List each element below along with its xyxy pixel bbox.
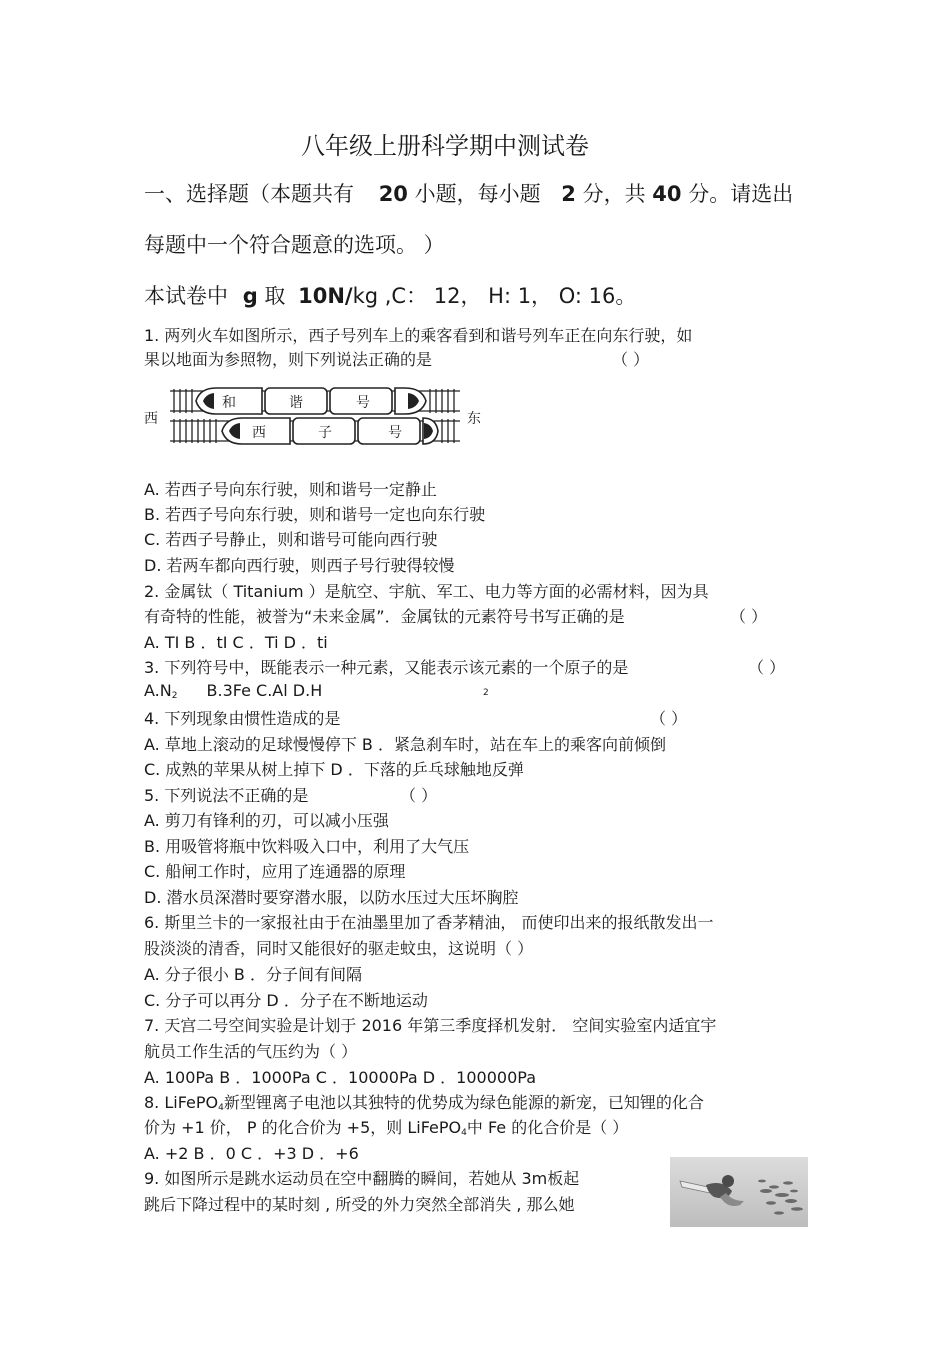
section-text: 一、选择题（本题共有 <box>144 182 354 206</box>
q1-option-b: B. 若西子号向东行驶，则和谐号一定也向东行驶 <box>144 505 486 524</box>
q8-text: 新型锂离子电池以其独特的优势成为绿色能源的新宠，已知锂的化合 <box>223 1093 704 1112</box>
page-title: 八年级上册科学期中测试卷 <box>301 132 589 160</box>
car-label: 谐 <box>289 395 303 411</box>
q5-option-a: A. 剪刀有锋利的刃，可以减小压强 <box>144 811 389 830</box>
constants-text: kg ,C： 12， H: 1， O: 16。 <box>352 284 637 308</box>
q2-line2: 有奇特的性能，被誉为“未来金属”．金属钛的元素符号书写正确的是 <box>144 607 625 626</box>
constants-text: 取 <box>264 284 286 308</box>
q8-line1 <box>144 1090 704 1113</box>
constants-line <box>144 280 636 310</box>
section-text: 小题，每小题 <box>414 182 541 206</box>
section-text: 分。请选出 <box>688 182 794 206</box>
q3-options-rest: B.3Fe C.Al D.H <box>206 681 323 700</box>
q5-option-b: B. 用吸管将瓶中饮料吸入口中，利用了大气压 <box>144 837 470 856</box>
q7-options: A. 100Pa B ．1000Pa C ．10000Pa D ．100000Pa <box>144 1068 536 1087</box>
car-label: 西 <box>252 425 266 441</box>
q3-line1: 3. 下列符号中，既能表示一种元素，又能表示该元素的一个原子的是 <box>144 658 629 677</box>
q5-option-d: D. 潜水员深潜时要穿潜水服，以防水压过大压坏胸腔 <box>144 888 519 907</box>
diver-photo <box>670 1157 808 1227</box>
q4-options-row2: C. 成熟的苹果从树上掉下 D ．下落的乒乓球触地反弹 <box>144 760 524 779</box>
subscript: 4 <box>461 1128 467 1138</box>
formula: 8. LiFePO <box>144 1093 219 1112</box>
section-heading-line2: 每题中一个符合题意的选项。 ） <box>144 233 445 257</box>
q8-text: 中 Fe 的化合价是（ ） <box>466 1118 629 1137</box>
points-per-question: 2 <box>561 182 576 206</box>
q4-answer-paren: （ ） <box>650 709 688 728</box>
q2-line1: 2. 金属钛（ Titanium ）是航空、宇航、军工、电力等方面的必需材料，因为具 <box>144 582 709 601</box>
q1-line2: 果以地面为参照物，则下列说法正确的是 <box>144 350 433 369</box>
constant-g: g <box>242 284 258 308</box>
q5-answer-paren: （ ） <box>400 786 438 805</box>
car-label: 号 <box>356 395 370 411</box>
q6-line2: 股淡淡的清香，同时又能很好的驱走蚊虫，这说明（ ） <box>144 939 534 958</box>
q4-options-row1: A. 草地上滚动的足球慢慢停下 B ．紧急刹车时，站在车上的乘客向前倾倒 <box>144 735 666 754</box>
q8-text: 价为 +1 价， P 的化合价为 +5，则 LiFePO <box>144 1118 462 1137</box>
section-heading-line1 <box>144 178 793 208</box>
car-label: 子 <box>318 425 332 441</box>
subscript: 2 <box>483 688 489 698</box>
subscript: 2 <box>171 691 178 701</box>
q1-option-d: D. 若两车都向西行驶，则西子号行驶得较慢 <box>144 556 455 575</box>
q6-line1: 6. 斯里兰卡的一家报社由于在油墨里加了香茅精油， 而使印出来的报纸散发出一 <box>144 913 714 932</box>
q5-line1: 5. 下列说法不正确的是 <box>144 786 309 805</box>
q2-options: A. TI B ．tI C ．Ti D ．ti <box>144 633 328 652</box>
car-label: 号 <box>388 425 402 441</box>
label-east: 东 <box>467 411 481 427</box>
subscript: 4 <box>218 1103 224 1113</box>
q3-option-a: A.N <box>144 681 172 700</box>
q6-options-row2: C. 分子可以再分 D ．分子在不断地运动 <box>144 991 428 1010</box>
constants-label: 本试卷中 <box>144 284 228 308</box>
train-figure <box>140 382 490 454</box>
q9-line2: 跳后下降过程中的某时刻 , 所受的外力突然全部消失 , 那么她 <box>144 1195 575 1214</box>
q4-line1: 4. 下列现象由惯性造成的是 <box>144 709 341 728</box>
constant-value: 10N/ <box>298 284 353 308</box>
q1-answer-paren: （ ） <box>612 350 650 369</box>
q1-option-a: A. 若西子号向东行驶，则和谐号一定静止 <box>144 480 437 499</box>
q1-option-c: C. 若西子号静止，则和谐号可能向西行驶 <box>144 530 438 549</box>
q2-answer-paren: （ ） <box>730 607 768 626</box>
q7-line1: 7. 天宫二号空间实验是计划于 2016 年第三季度择机发射． 空间实验室内适宜宇 <box>144 1016 717 1035</box>
q9-line1: 9. 如图所示是跳水运动员在空中翻腾的瞬间，若她从 3m板起 <box>144 1169 580 1188</box>
q8-line2 <box>144 1115 628 1138</box>
section-text: 分，共 <box>582 182 646 206</box>
q5-option-c: C. 船闸工作时，应用了连通器的原理 <box>144 862 406 881</box>
q7-line2: 航员工作生活的气压约为（ ） <box>144 1042 358 1061</box>
q1-line1: 1. 两列火车如图所示，西子号列车上的乘客看到和谐号列车正在向东行驶，如 <box>144 326 693 345</box>
car-label: 和 <box>222 395 236 411</box>
label-west: 西 <box>144 411 158 427</box>
q3-options <box>144 681 322 701</box>
total-points: 40 <box>652 182 682 206</box>
question-count: 20 <box>378 182 408 206</box>
q6-options-row1: A. 分子很小 B ．分子间有间隔 <box>144 965 362 984</box>
q3-answer-paren: （ ） <box>748 658 786 677</box>
q8-options: A. +2 B ．0 C ．+3 D ．+6 <box>144 1144 359 1163</box>
